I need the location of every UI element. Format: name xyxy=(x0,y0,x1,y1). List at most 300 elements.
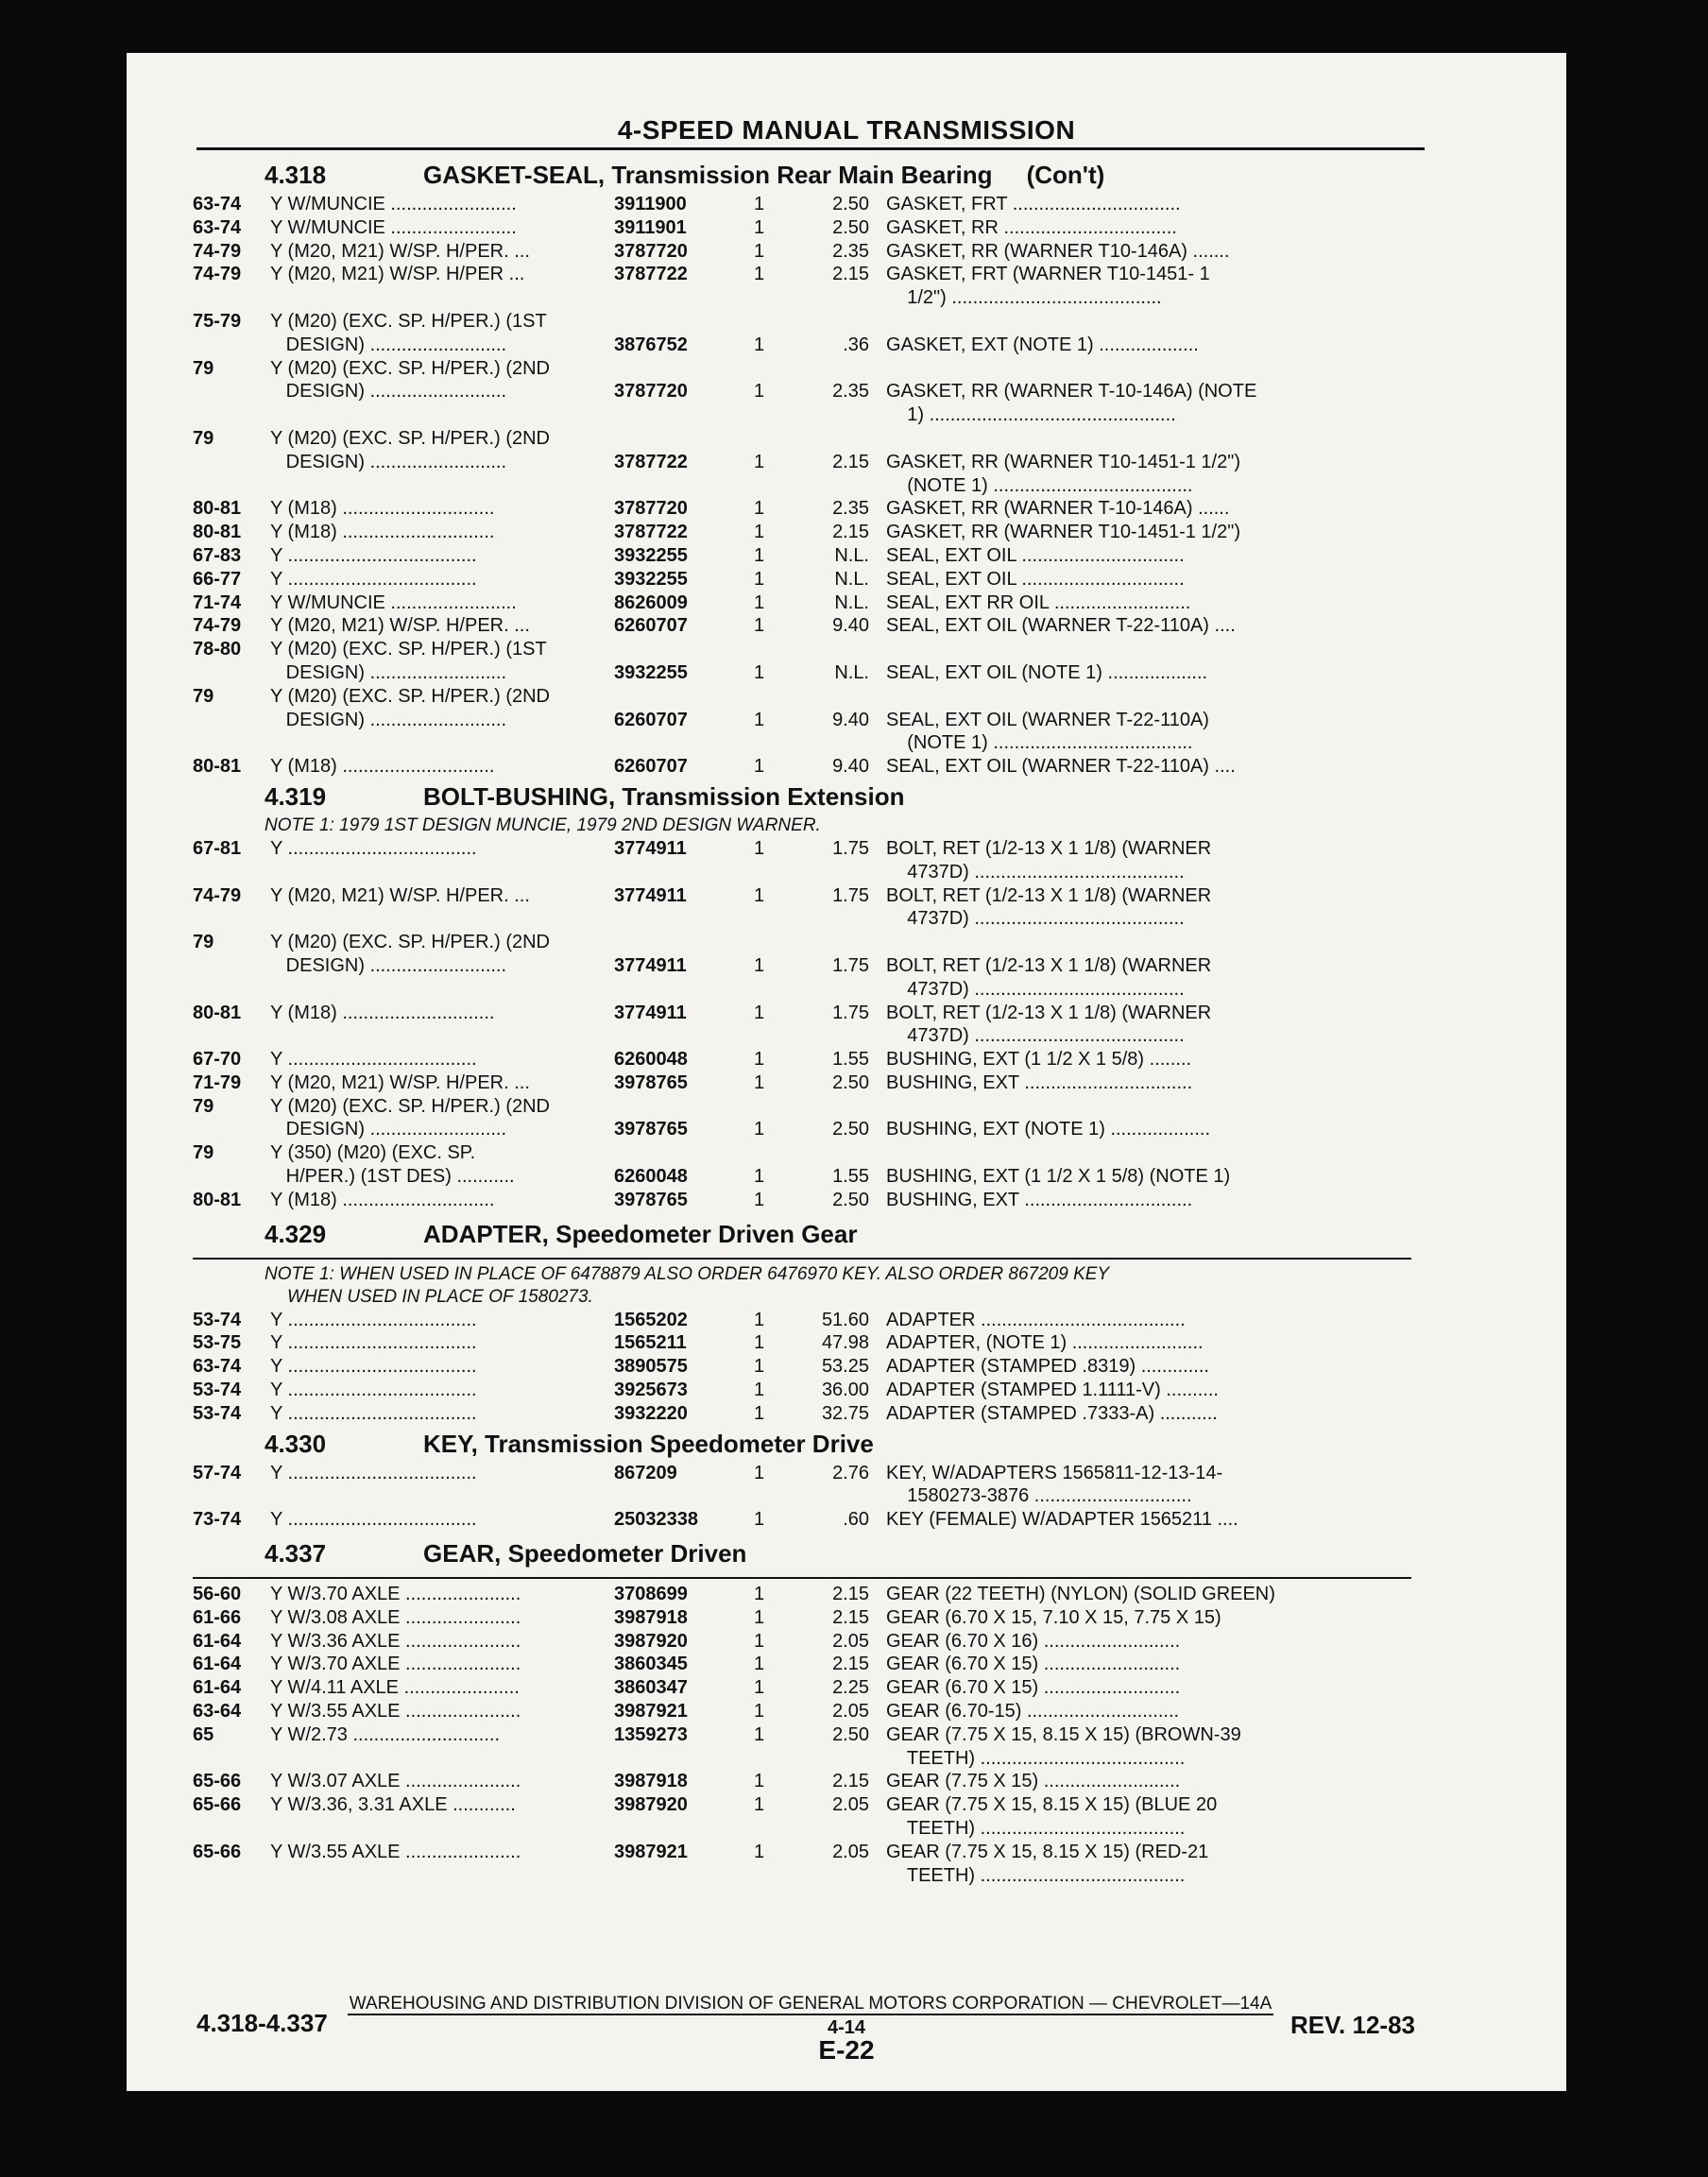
part-number: 6260707 xyxy=(614,756,688,778)
part-name-line: 4737D) ........................................ xyxy=(886,978,1185,1000)
part-name-line: BUSHING, EXT (NOTE 1) ................... xyxy=(886,1119,1211,1140)
table-row xyxy=(193,591,1449,615)
application-description xyxy=(265,1309,614,1332)
part-name xyxy=(886,1653,1345,1676)
price: 2.05 xyxy=(832,1794,869,1816)
footer-page-big: E-22 xyxy=(818,2035,875,2065)
price: 9.40 xyxy=(832,615,869,637)
table-row xyxy=(193,1002,1449,1049)
section-4-318 xyxy=(193,157,1449,779)
description-line: DESIGN) .......................... xyxy=(270,451,507,472)
part-name xyxy=(886,521,1345,544)
model-years: 80-81 xyxy=(193,756,242,778)
model-years: 61-64 xyxy=(193,1654,242,1675)
price: N.L. xyxy=(834,544,869,566)
application-description xyxy=(265,1048,614,1071)
table-row xyxy=(193,837,1449,884)
description-line: Y (M20, M21) W/SP. H/PER. ... xyxy=(270,240,530,262)
table-row xyxy=(193,521,1449,544)
model-years: 79 xyxy=(193,932,214,953)
part-number: 3774911 xyxy=(614,884,687,906)
section-note-continued: WHEN USED IN PLACE OF 1580273. xyxy=(287,1286,593,1307)
part-number: 3987921 xyxy=(614,1701,688,1723)
model-years: 63-74 xyxy=(193,1356,242,1378)
part-name-line: GEAR (7.75 X 15) .......................... xyxy=(886,1771,1181,1792)
part-name-line: BUSHING, EXT ................................ xyxy=(886,1071,1193,1093)
price: 2.25 xyxy=(832,1677,869,1699)
section-number: 4.319 xyxy=(265,781,327,811)
description-line: DESIGN) .......................... xyxy=(270,381,507,403)
price: 1.75 xyxy=(832,1002,869,1023)
table-row xyxy=(193,1095,1449,1142)
model-years: 74-79 xyxy=(193,240,242,262)
description-line: Y .................................... xyxy=(270,1309,477,1330)
table-row xyxy=(193,1141,1449,1189)
table-row xyxy=(193,1071,1449,1095)
part-number: 3987920 xyxy=(614,1794,688,1816)
description-line: DESIGN) .......................... xyxy=(270,709,507,730)
description-line: Y (M20, M21) W/SP. H/PER ... xyxy=(270,264,525,285)
part-name xyxy=(886,755,1345,779)
part-name-line: ADAPTER (STAMPED .8319) ............. xyxy=(886,1356,1209,1378)
quantity: 1 xyxy=(754,661,765,683)
part-number: 1565211 xyxy=(614,1332,687,1354)
title-rule xyxy=(196,147,1425,150)
part-name-line: 4737D) ........................................ xyxy=(886,1025,1185,1047)
part-number: 3978765 xyxy=(614,1119,688,1140)
quantity: 1 xyxy=(754,1002,765,1023)
part-name xyxy=(886,1331,1345,1355)
part-name-line: KEY (FEMALE) W/ADAPTER 1565211 .... xyxy=(886,1509,1238,1531)
part-name-line: GASKET, FRT (WARNER T10-1451- 1 xyxy=(886,264,1210,285)
application-description xyxy=(265,1841,614,1864)
table-row xyxy=(193,193,1449,216)
quantity: 1 xyxy=(754,1356,765,1378)
part-name xyxy=(886,1793,1345,1841)
table-row xyxy=(193,216,1449,240)
table-row xyxy=(193,427,1449,497)
price: 1.55 xyxy=(832,1049,869,1071)
quantity: 1 xyxy=(754,1701,765,1723)
part-name-line: SEAL, EXT OIL (NOTE 1) ................... xyxy=(886,661,1208,683)
footer-revision: REV. 12-83 xyxy=(1290,2011,1415,2039)
description-line: Y (M20) (EXC. SP. H/PER.) (2ND xyxy=(270,685,550,707)
quantity: 1 xyxy=(754,568,765,590)
application-description xyxy=(265,1462,614,1485)
part-number: 3787720 xyxy=(614,240,688,262)
quantity: 1 xyxy=(754,756,765,778)
application-description xyxy=(265,240,614,264)
table-row xyxy=(193,1770,1449,1793)
section-heading xyxy=(193,157,1449,193)
part-number: 1359273 xyxy=(614,1723,688,1745)
part-name-line: GASKET, RR (WARNER T10-1451-1 1/2") xyxy=(886,522,1240,543)
description-line: Y (M20) (EXC. SP. H/PER.) (2ND xyxy=(270,357,550,379)
part-number: 3932255 xyxy=(614,568,688,590)
table-row xyxy=(193,1606,1449,1630)
part-name xyxy=(886,1402,1345,1426)
model-years: 65-66 xyxy=(193,1771,242,1792)
part-name-line: (NOTE 1) ...................................... xyxy=(886,732,1193,754)
section-title: ADAPTER, Speedometer Driven Gear xyxy=(423,1219,858,1248)
section-4-329 xyxy=(193,1216,1449,1426)
part-name-line: GEAR (7.75 X 15, 8.15 X 15) (BLUE 20 xyxy=(886,1794,1218,1816)
price: 2.35 xyxy=(832,381,869,403)
model-years: 79 xyxy=(193,1095,214,1117)
application-description xyxy=(265,427,614,474)
part-number: 3911901 xyxy=(614,216,687,238)
application-description xyxy=(265,521,614,544)
application-description xyxy=(265,1071,614,1095)
price: 2.35 xyxy=(832,240,869,262)
quantity: 1 xyxy=(754,216,765,238)
section-rule xyxy=(193,1258,1411,1260)
part-number: 3860347 xyxy=(614,1677,688,1699)
model-years: 67-83 xyxy=(193,544,242,566)
quantity: 1 xyxy=(754,498,765,520)
description-line: H/PER.) (1ST DES) ........... xyxy=(270,1166,515,1188)
application-description xyxy=(265,1141,614,1189)
model-years: 61-66 xyxy=(193,1606,242,1628)
table-row xyxy=(193,1583,1449,1606)
model-years: 74-79 xyxy=(193,615,242,637)
section-heading xyxy=(193,1535,1449,1571)
part-number: 3978765 xyxy=(614,1189,688,1210)
quantity: 1 xyxy=(754,451,765,472)
application-description xyxy=(265,1793,614,1817)
description-line: Y (M20) (EXC. SP. H/PER.) (2ND xyxy=(270,932,550,953)
price: 36.00 xyxy=(821,1380,869,1401)
section-number: 4.337 xyxy=(265,1539,327,1568)
table-row xyxy=(193,884,1449,932)
model-years: 79 xyxy=(193,427,214,449)
part-name xyxy=(886,193,1345,216)
model-years: 79 xyxy=(193,1142,214,1164)
application-description xyxy=(265,685,614,732)
price: .60 xyxy=(843,1509,869,1531)
part-name-line: GASKET, RR ................................. xyxy=(886,216,1177,238)
part-name xyxy=(886,334,1345,357)
application-description xyxy=(265,1630,614,1654)
part-name-line: 4737D) ........................................ xyxy=(886,861,1185,883)
description-line: Y (M20, M21) W/SP. H/PER. ... xyxy=(270,615,530,637)
model-years: 71-79 xyxy=(193,1071,242,1093)
quantity: 1 xyxy=(754,240,765,262)
quantity: 1 xyxy=(754,381,765,403)
part-number: 3987918 xyxy=(614,1771,688,1792)
model-years: 63-64 xyxy=(193,1701,242,1723)
part-name-line: SEAL, EXT OIL ............................... xyxy=(886,568,1185,590)
table-row xyxy=(193,1379,1449,1402)
application-description xyxy=(265,1402,614,1426)
part-name-line: ADAPTER (STAMPED .7333-A) ........... xyxy=(886,1402,1218,1424)
model-years: 79 xyxy=(193,685,214,707)
part-number: 3774911 xyxy=(614,954,687,976)
model-years: 56-60 xyxy=(193,1584,242,1605)
model-years: 61-64 xyxy=(193,1630,242,1652)
model-years: 65-66 xyxy=(193,1841,242,1862)
part-number: 6260048 xyxy=(614,1049,688,1071)
quantity: 1 xyxy=(754,1509,765,1531)
part-number: 3932220 xyxy=(614,1402,688,1424)
table-row xyxy=(193,638,1449,685)
price: 2.15 xyxy=(832,264,869,285)
section-note: NOTE 1: WHEN USED IN PLACE OF 6478879 ALSO ORDER 6476970 KEY. ALSO ORDER 867209 KEY xyxy=(265,1263,1110,1284)
part-name xyxy=(886,1723,1345,1771)
part-name xyxy=(886,1583,1345,1606)
model-years: 75-79 xyxy=(193,310,242,332)
part-name-line: GEAR (6.70 X 16) .......................... xyxy=(886,1630,1181,1652)
price: 9.40 xyxy=(832,709,869,730)
description-line: Y .................................... xyxy=(270,544,477,566)
table-row xyxy=(193,544,1449,568)
part-name xyxy=(886,954,1345,1002)
part-name-line: GEAR (6.70 X 15) .......................... xyxy=(886,1654,1181,1675)
part-name xyxy=(886,1002,1345,1049)
table-row xyxy=(193,614,1449,638)
quantity: 1 xyxy=(754,1189,765,1210)
model-years: 80-81 xyxy=(193,522,242,543)
section-note: NOTE 1: 1979 1ST DESIGN MUNCIE, 1979 2ND DESIGN WARNER. xyxy=(265,814,821,835)
description-line: Y W/3.70 AXLE ...................... xyxy=(270,1584,521,1605)
part-name xyxy=(886,591,1345,615)
quantity: 1 xyxy=(754,264,765,285)
price: 1.55 xyxy=(832,1166,869,1188)
part-name-line: GASKET, FRT ................................ xyxy=(886,194,1181,214)
part-number: 3787720 xyxy=(614,498,688,520)
application-description xyxy=(265,544,614,568)
part-name xyxy=(886,451,1345,498)
application-description xyxy=(265,755,614,779)
table-row xyxy=(193,1653,1449,1676)
price: 9.40 xyxy=(832,756,869,778)
description-line: Y (M18) ............................. xyxy=(270,1002,495,1023)
description-line: DESIGN) .......................... xyxy=(270,334,507,355)
catalog-page xyxy=(127,53,1566,2091)
quantity: 1 xyxy=(754,1166,765,1188)
quantity: 1 xyxy=(754,1723,765,1745)
model-years: 74-79 xyxy=(193,884,242,906)
part-name-line: 1/2") ........................................ xyxy=(886,287,1162,309)
part-number: 3787722 xyxy=(614,264,688,285)
quantity: 1 xyxy=(754,884,765,906)
part-number: 3860345 xyxy=(614,1654,688,1675)
description-line: Y .................................... xyxy=(270,1332,477,1354)
model-years: 57-74 xyxy=(193,1462,242,1483)
application-description xyxy=(265,1355,614,1379)
price: N.L. xyxy=(834,568,869,590)
quantity: 1 xyxy=(754,1654,765,1675)
section-4-319 xyxy=(193,779,1449,1216)
price: 2.05 xyxy=(832,1630,869,1652)
model-years: 61-64 xyxy=(193,1677,242,1699)
quantity: 1 xyxy=(754,1332,765,1354)
application-description xyxy=(265,1583,614,1606)
part-name xyxy=(886,1189,1345,1212)
application-description xyxy=(265,614,614,638)
quantity: 1 xyxy=(754,954,765,976)
section-number: 4.330 xyxy=(265,1429,327,1458)
description-line: Y W/MUNCIE ........................ xyxy=(270,194,517,214)
footer-division-line xyxy=(196,1994,1425,2014)
quantity: 1 xyxy=(754,1584,765,1605)
table-row xyxy=(193,357,1449,427)
application-description xyxy=(265,1095,614,1142)
quantity: 1 xyxy=(754,522,765,543)
application-description xyxy=(265,1002,614,1025)
table-row xyxy=(193,1793,1449,1841)
part-number: 3890575 xyxy=(614,1356,688,1378)
description-line: Y (350) (M20) (EXC. SP. xyxy=(270,1142,476,1164)
quantity: 1 xyxy=(754,591,765,613)
part-name-line: SEAL, EXT OIL ............................... xyxy=(886,544,1185,566)
price: 53.25 xyxy=(821,1356,869,1378)
footer-page-small: 4-14 xyxy=(827,2017,866,2038)
application-description xyxy=(265,591,614,615)
description-line: Y W/3.36, 3.31 AXLE ............ xyxy=(270,1794,516,1816)
part-name-line: GEAR (6.70 X 15, 7.10 X 15, 7.75 X 15) xyxy=(886,1606,1221,1628)
application-description xyxy=(265,1700,614,1723)
model-years: 80-81 xyxy=(193,1189,242,1210)
model-years: 78-80 xyxy=(193,639,242,660)
table-row xyxy=(193,1723,1449,1771)
model-years: 74-79 xyxy=(193,264,242,285)
quantity: 1 xyxy=(754,1309,765,1330)
price: 2.50 xyxy=(832,216,869,238)
part-name-line: GASKET, RR (WARNER T-10-146A) ...... xyxy=(886,498,1230,520)
description-line: Y .................................... xyxy=(270,1509,477,1531)
quantity: 1 xyxy=(754,194,765,214)
part-name-line: SEAL, EXT OIL (WARNER T-22-110A) xyxy=(886,709,1209,730)
application-description xyxy=(265,310,614,357)
description-line: Y (M20, M21) W/SP. H/PER. ... xyxy=(270,884,530,906)
part-name xyxy=(886,1165,1345,1189)
description-line: Y .................................... xyxy=(270,1380,477,1401)
price: 2.15 xyxy=(832,1584,869,1605)
model-years: 53-75 xyxy=(193,1332,242,1354)
description-line: Y W/3.55 AXLE ...................... xyxy=(270,1701,521,1723)
description-line: Y W/MUNCIE ........................ xyxy=(270,591,517,613)
application-description xyxy=(265,357,614,404)
part-name-line: KEY, W/ADAPTERS 1565811-12-13-14- xyxy=(886,1462,1223,1483)
table-row xyxy=(193,1309,1449,1332)
quantity: 1 xyxy=(754,1119,765,1140)
description-line: Y (M18) ............................. xyxy=(270,498,495,520)
table-row xyxy=(193,497,1449,521)
part-name xyxy=(886,709,1345,756)
part-number: 3932255 xyxy=(614,544,688,566)
price: 2.15 xyxy=(832,1606,869,1628)
price: 2.15 xyxy=(832,451,869,472)
part-number: 3911900 xyxy=(614,194,687,214)
part-number: 8626009 xyxy=(614,591,688,613)
description-line: Y W/4.11 AXLE ...................... xyxy=(270,1677,520,1699)
table-row xyxy=(193,685,1449,755)
price: 2.50 xyxy=(832,1189,869,1210)
part-number: 6260707 xyxy=(614,615,688,637)
application-description xyxy=(265,931,614,978)
table-row xyxy=(193,1355,1449,1379)
price: 1.75 xyxy=(832,954,869,976)
part-name-line: BUSHING, EXT (1 1/2 X 1 5/8) (NOTE 1) xyxy=(886,1166,1231,1188)
part-number: 25032338 xyxy=(614,1509,698,1531)
description-line: Y .................................... xyxy=(270,1049,477,1071)
quantity: 1 xyxy=(754,1402,765,1424)
part-number: 867209 xyxy=(614,1462,677,1483)
part-name xyxy=(886,1630,1345,1654)
quantity: 1 xyxy=(754,1380,765,1401)
part-name-line: BUSHING, EXT (1 1/2 X 1 5/8) ........ xyxy=(886,1049,1192,1071)
price: 51.60 xyxy=(821,1309,869,1330)
description-line: Y W/3.07 AXLE ...................... xyxy=(270,1771,521,1792)
description-line: Y .................................... xyxy=(270,1402,477,1424)
description-line: DESIGN) .......................... xyxy=(270,1119,507,1140)
part-number: 3987918 xyxy=(614,1606,688,1628)
table-row xyxy=(193,263,1449,310)
description-line: Y W/2.73 ............................ xyxy=(270,1723,501,1745)
application-description xyxy=(265,568,614,591)
price: 1.75 xyxy=(832,837,869,859)
application-description xyxy=(265,884,614,908)
part-name-line: GASKET, RR (WARNER T10-146A) ....... xyxy=(886,240,1230,262)
part-name-line: GEAR (7.75 X 15, 8.15 X 15) (RED-21 xyxy=(886,1841,1209,1862)
description-line: Y W/3.70 AXLE ...................... xyxy=(270,1654,521,1675)
application-description xyxy=(265,1676,614,1700)
table-row xyxy=(193,1048,1449,1071)
model-years: 63-74 xyxy=(193,216,242,238)
section-rule xyxy=(193,1577,1411,1579)
table-row xyxy=(193,1331,1449,1355)
description-line: DESIGN) .......................... xyxy=(270,954,507,976)
price: 2.15 xyxy=(832,522,869,543)
page-title: 4-SPEED MANUAL TRANSMISSION xyxy=(617,115,1076,145)
part-number: 3774911 xyxy=(614,837,687,859)
application-description xyxy=(265,497,614,521)
section-title: BOLT-BUSHING, Transmission Extension xyxy=(423,781,905,811)
application-description xyxy=(265,638,614,685)
description-line: Y (M18) ............................. xyxy=(270,756,495,778)
description-line: Y .................................... xyxy=(270,1462,477,1483)
part-name xyxy=(886,1508,1345,1532)
part-name-line: GEAR (6.70-15) ............................. xyxy=(886,1701,1180,1723)
part-name-line: GASKET, RR (WARNER T10-1451-1 1/2") xyxy=(886,451,1240,472)
table-row xyxy=(193,1508,1449,1532)
part-name xyxy=(886,240,1345,264)
price: 2.05 xyxy=(832,1701,869,1723)
part-name xyxy=(886,568,1345,591)
price: 2.05 xyxy=(832,1841,869,1862)
section-4-337 xyxy=(193,1535,1449,1887)
table-row xyxy=(193,310,1449,357)
part-name-line: SEAL, EXT OIL (WARNER T-22-110A) .... xyxy=(886,615,1236,637)
footer-division-text: WAREHOUSING AND DISTRIBUTION DIVISION OF GENERAL MOTORS CORPORATION — CHEVROLET—14A xyxy=(349,1994,1272,2014)
part-name-line: GEAR (6.70 X 15) .......................... xyxy=(886,1677,1181,1699)
part-number: 1565202 xyxy=(614,1309,688,1330)
part-number: 3987921 xyxy=(614,1841,688,1862)
part-name-line: BOLT, RET (1/2-13 X 1 1/8) (WARNER xyxy=(886,1002,1212,1023)
quantity: 1 xyxy=(754,709,765,730)
model-years: 53-74 xyxy=(193,1402,242,1424)
price: 2.76 xyxy=(832,1462,869,1483)
part-name-line: 1) ............................................... xyxy=(886,404,1176,426)
part-number: 6260048 xyxy=(614,1166,688,1188)
part-name xyxy=(886,497,1345,521)
price: 2.50 xyxy=(832,1071,869,1093)
table-row xyxy=(193,1462,1449,1509)
section-title: KEY, Transmission Speedometer Drive xyxy=(423,1429,874,1458)
description-line: Y (M18) ............................. xyxy=(270,522,495,543)
section-title: GASKET-SEAL, Transmission Rear Main Bearing (Con't) xyxy=(423,161,1105,189)
